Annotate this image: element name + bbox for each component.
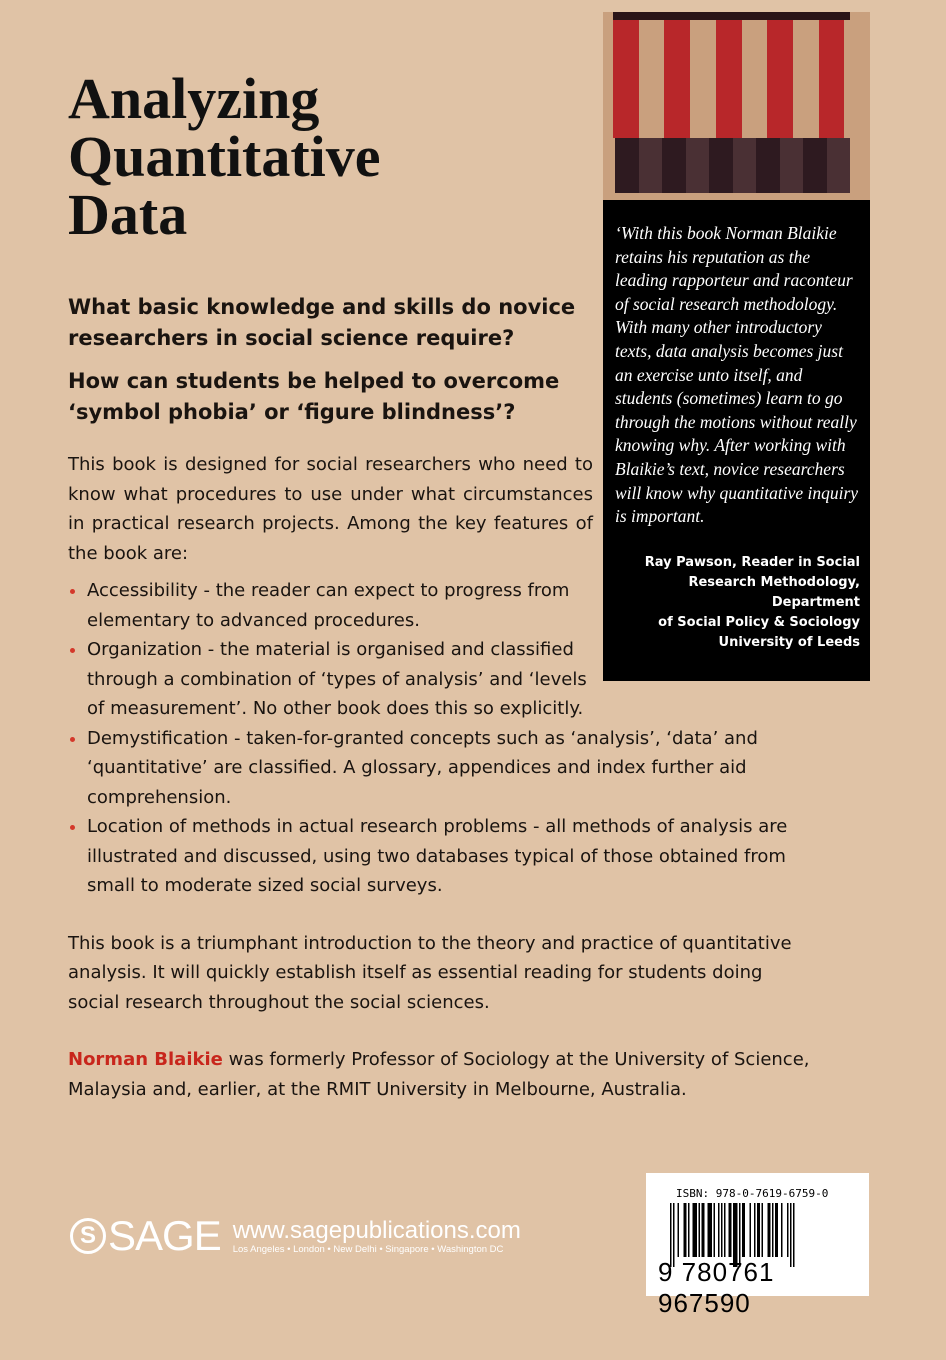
- book-title: [68, 66, 381, 247]
- feature-item: Accessibility - the reader can expect to progress from elementary to advanced procedures.: [68, 576, 813, 635]
- barcode-bar: [708, 1203, 713, 1257]
- cover-art-image: [603, 12, 870, 218]
- barcode-bar: [781, 1203, 783, 1257]
- barcode-bar: [724, 1203, 726, 1257]
- publisher-name: SAGE: [108, 1212, 221, 1259]
- sage-s-icon: S: [70, 1218, 106, 1254]
- summary-paragraph: This book is a triumphant introduction to the theory and practice of quantitative analysis. It will quickly establish itself as essential reading for students doing social research throughout the social sciences.: [68, 932, 792, 1013]
- feature-list: [68, 576, 813, 901]
- publisher-logo: [70, 1212, 521, 1260]
- barcode-bar: [768, 1203, 771, 1257]
- title-line: Analyzing: [68, 66, 320, 131]
- isbn-label: ISBN: 978-0-7619-6759-0: [676, 1187, 829, 1200]
- barcode-bar: [729, 1203, 732, 1257]
- title-line: Quantitative: [68, 124, 381, 189]
- barcode-bar: [688, 1203, 690, 1257]
- barcode-bar: [754, 1203, 756, 1257]
- intro-paragraph: This book is designed for social researchers who need to know what procedures to use under what circumstances in practical research projects. Among the key features of the book are:: [68, 454, 593, 564]
- barcode-bar: [757, 1203, 760, 1257]
- question: How can students be helped to overcome ‘symbol phobia’ or ‘figure blindness’?: [68, 369, 560, 424]
- barcode-bar: [721, 1203, 723, 1257]
- feature-item: Organization - the material is organised and classified through a combination of ‘types of analysis’ and ‘levels of measurement’. No other book does this so explicitly.: [68, 635, 813, 724]
- feature-item: Demystification - taken-for-granted concepts such as ‘analysis’, ‘data’ and ‘quantitative’ are classified. A glossary, appendices and index further aid comprehension.: [68, 724, 813, 813]
- barcode-bar: [699, 1203, 701, 1257]
- attribution-line: Research Methodology, Department: [688, 574, 860, 610]
- barcode-bar: [684, 1203, 687, 1257]
- barcode-bar: [742, 1203, 745, 1257]
- question: What basic knowledge and skills do novice researchers in social science require?: [68, 295, 576, 350]
- barcode-bar: [693, 1203, 698, 1257]
- blurb: [68, 292, 813, 1104]
- barcode-bar: [714, 1203, 716, 1257]
- barcode-bar: [762, 1203, 764, 1257]
- publisher-cities: Los Angeles • London • New Delhi • Singapore • Washington DC: [232, 1243, 504, 1255]
- title-line: Data: [68, 182, 188, 247]
- publisher-url: www.sagepublications.com: [232, 1216, 521, 1244]
- barcode: [646, 1173, 869, 1318]
- review-quote: ‘With this book Norman Blaikie retains his reputation as the leading rapporteur and raconteur of social research methodology. With many other introductory texts, data analysis becomes just an exercise unto itself, and students (sometimes) learn to go through the motions without really knowing why. After working with Blaikie’s text, novice researchers will know why quantitative inquiry is important.: [615, 223, 859, 527]
- barcode-bar: [718, 1203, 720, 1257]
- attribution-line: of Social Policy & Sociology: [658, 614, 860, 630]
- barcode-bar: [702, 1203, 705, 1257]
- attribution-line: University of Leeds: [718, 634, 860, 650]
- barcode-bar: [775, 1203, 778, 1257]
- barcode-bar: [750, 1203, 752, 1257]
- author-bio: [68, 1045, 813, 1104]
- attribution-line: Ray Pawson, Reader in Social: [644, 554, 860, 570]
- author-bio-text: was formerly Professor of Sociology at the University of Science, Malaysia and, earlier, at the RMIT University in Melbourne, Australia.: [68, 1049, 810, 1100]
- barcode-bar: [772, 1203, 774, 1257]
- feature-item: Location of methods in actual research problems - all methods of analysis are illustrated and discussed, using two databases typical of those obtained from small to moderate sized social surveys.: [68, 812, 813, 901]
- barcode-bar: [678, 1203, 680, 1257]
- barcode-number: 9 780761 967590: [658, 1257, 775, 1318]
- barcode-bar: [787, 1203, 789, 1257]
- author-name: Norman Blaikie: [68, 1049, 223, 1070]
